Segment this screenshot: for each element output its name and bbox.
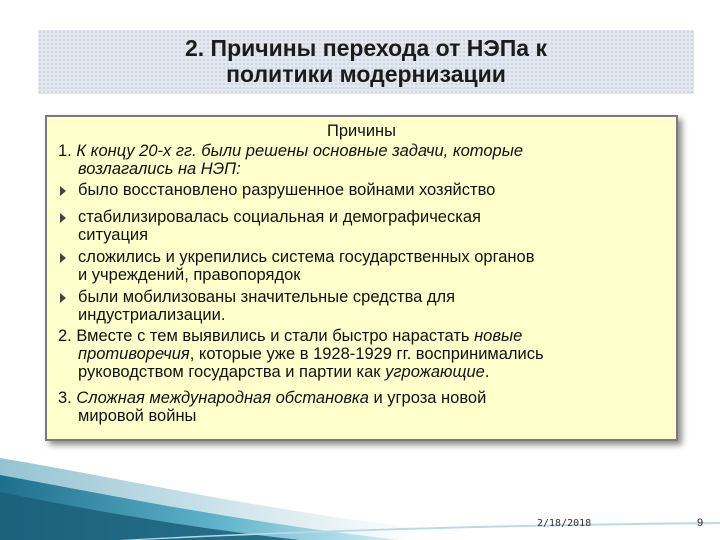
- point-2-line-2: противоречия, которые уже в 1928-1929 гг. воспринимались: [78, 345, 544, 363]
- decorative-wave: [0, 440, 720, 540]
- point-1-line-1: [58, 142, 523, 160]
- content-box: [45, 115, 678, 441]
- bullet-arrow-icon: [60, 186, 66, 196]
- footer-date: 2/18/2018: [537, 518, 592, 529]
- point-2-line-1: 2. Вместе с тем выявились и стали быстро нарастать новые: [58, 327, 523, 345]
- point-3-line-2: мировой войны: [78, 407, 197, 425]
- bullet-3-cont: и учреждений, правопорядок: [78, 266, 301, 284]
- bullet-4-cont: индустриализации.: [78, 306, 226, 324]
- bullet-2: стабилизировалась социальная и демографическая: [78, 208, 481, 226]
- slide-title: [38, 35, 694, 87]
- bullet-1: было восстановлено разрушенное войнами хозяйство: [78, 181, 496, 199]
- point-3-line-1: 3. Сложная международная обстановка и угроза новой: [58, 389, 487, 407]
- bullet-3: сложились и укрепились система государственных органов: [78, 248, 535, 266]
- point-2-line-3: руководством государства и партии как угрожающие.: [78, 363, 490, 381]
- point-1-line-2: возлагались на НЭП:: [78, 160, 241, 178]
- title-line-1: 2. Причины перехода от НЭПа к: [184, 35, 547, 61]
- content-heading: Причины: [326, 122, 397, 140]
- title-line-2: политики модернизации: [226, 61, 506, 87]
- bullet-arrow-icon: [60, 253, 66, 263]
- bullet-arrow-icon: [60, 293, 66, 303]
- title-band: [38, 30, 694, 94]
- page-number: 9: [697, 517, 704, 529]
- bullet-arrow-icon: [60, 213, 66, 223]
- point-1-text: К концу 20-х гг. были решены основные задачи, которые: [76, 142, 524, 160]
- bullet-2-cont: ситуация: [78, 226, 149, 244]
- bullet-4: были мобилизованы значительные средства для: [78, 288, 456, 306]
- point-1-number: 1.: [58, 142, 77, 160]
